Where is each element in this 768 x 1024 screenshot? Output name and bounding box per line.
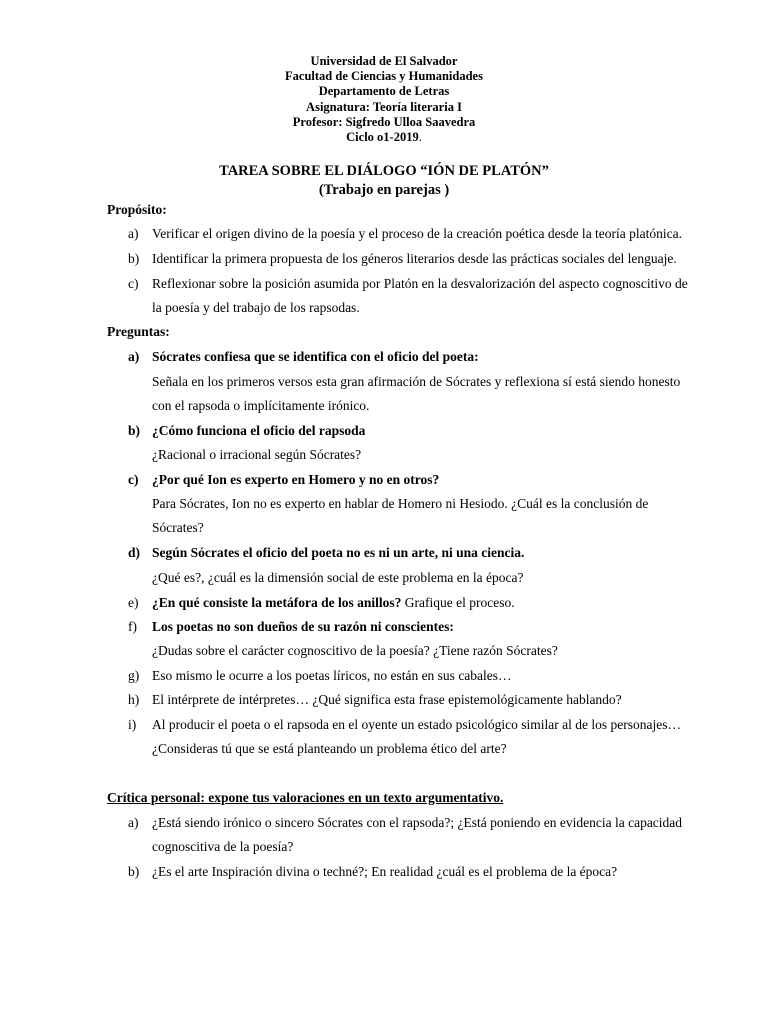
cycle-line <box>0 130 768 145</box>
pregunta-c-line1: Para Sócrates, Ion no es experto en hablar de Homero ni Hesiodo. ¿Cuál es la conclusión de <box>152 496 649 511</box>
proposito-item-a: Verificar el origen divino de la poesía y el proceso de la creación poética desde la teoría platónica. <box>152 226 683 241</box>
assignment-title <box>0 162 768 200</box>
critica-marker-b: b) <box>128 864 140 879</box>
pregunta-marker-g: g) <box>128 668 140 683</box>
pregunta-f-line1: ¿Dudas sobre el carácter cognoscitivo de la poesía? ¿Tiene razón Sócrates? <box>152 643 558 658</box>
pregunta-c-title: ¿Por qué Ion es experto en Homero y no en otros? <box>152 472 440 487</box>
critica-b-line1: ¿Es el arte Inspiración divina o techné?; En realidad ¿cuál es el problema de la época? <box>152 864 618 879</box>
pregunta-f-title: Los poetas no son dueños de su razón ni conscientes: <box>152 619 454 634</box>
pregunta-i-line2: ¿Consideras tú que se está planteando un problema ético del arte? <box>152 741 507 756</box>
pregunta-a-line1: Señala en los primeros versos esta gran afirmación de Sócrates y reflexiona sí está siendo honesto <box>152 374 681 389</box>
pregunta-g: Eso mismo le ocurre a los poetas líricos, no están en sus cabales… <box>152 668 512 683</box>
proposito-marker-c: c) <box>128 276 139 291</box>
proposito-marker-a: a) <box>128 226 139 241</box>
preguntas-heading: Preguntas: <box>107 324 170 339</box>
pregunta-a-title: Sócrates confiesa que se identifica con el oficio del poeta: <box>152 349 479 364</box>
critica-marker-a: a) <box>128 815 139 830</box>
pregunta-a-line2: con el rapsoda o implícitamente irónico. <box>152 398 370 413</box>
proposito-heading: Propósito: <box>107 202 167 217</box>
title-main: TAREA SOBRE EL DIÁLOGO “IÓN DE PLATÓN” <box>219 163 549 179</box>
pregunta-marker-h: h) <box>128 692 140 707</box>
proposito-item-b: Identificar la primera propuesta de los géneros literarios desde las prácticas sociales del lenguaje. <box>152 251 677 266</box>
cycle-period: . <box>418 130 422 145</box>
pregunta-marker-a: a) <box>128 349 140 364</box>
department-name: Departamento de Letras <box>318 84 450 99</box>
proposito-item-c-line2: la poesía y del trabajo de los rapsodas. <box>152 300 360 315</box>
pregunta-marker-d: d) <box>128 545 141 560</box>
professor-line: Profesor: Sigfredo Ulloa Saavedra <box>292 114 476 129</box>
title-subtitle: (Trabajo en parejas ) <box>318 182 450 198</box>
cycle-text: Ciclo o1-2019 <box>346 130 419 145</box>
pregunta-marker-c: c) <box>128 472 139 487</box>
pregunta-i-line1: Al producir el poeta o el rapsoda en el oyente un estado psicológico similar al de los personajes… <box>152 717 681 732</box>
pregunta-b-title: ¿Cómo funciona el oficio del rapsoda <box>152 423 366 438</box>
proposito-item-c-line1: Reflexionar sobre la posición asumida por Platón en la desvalorización del aspecto cognoscitivo de <box>152 276 688 291</box>
critica-a-line1: ¿Está siendo irónico o sincero Sócrates con el rapsoda?; ¿Está poniendo en evidencia la capacidad <box>152 815 683 830</box>
faculty-name: Facultad de Ciencias y Humanidades <box>285 69 483 84</box>
proposito-marker-b: b) <box>128 251 140 266</box>
pregunta-h: El intérprete de intérpretes… ¿Qué significa esta frase epistemológicamente hablando? <box>152 692 622 707</box>
pregunta-b-line1: ¿Racional o irracional según Sócrates? <box>152 447 362 462</box>
pregunta-c-line2: Sócrates? <box>152 520 204 535</box>
pregunta-marker-e: e) <box>128 595 139 610</box>
critica-a-line2: cognoscitiva de la poesía? <box>152 839 294 854</box>
pregunta-e-tail: Grafique el proceso. <box>401 595 515 610</box>
pregunta-marker-i: i) <box>128 717 137 732</box>
subject-line: Asignatura: Teoría literaria I <box>306 99 462 114</box>
pregunta-d-title: Según Sócrates el oficio del poeta no es ni un arte, ni una ciencia. <box>152 545 525 560</box>
critica-heading: Crítica personal: expone tus valoraciones en un texto argumentativo. <box>107 790 504 805</box>
pregunta-marker-b: b) <box>128 423 141 438</box>
university-name: Universidad de El Salvador <box>310 54 458 68</box>
pregunta-marker-f: f) <box>128 619 137 634</box>
pregunta-d-line1: ¿Qué es?, ¿cuál es la dimensión social de este problema en la época? <box>152 570 524 585</box>
pregunta-e-bold: ¿En qué consiste la metáfora de los anillos? <box>152 595 402 610</box>
pregunta-e <box>152 595 515 611</box>
document-header <box>0 54 768 145</box>
